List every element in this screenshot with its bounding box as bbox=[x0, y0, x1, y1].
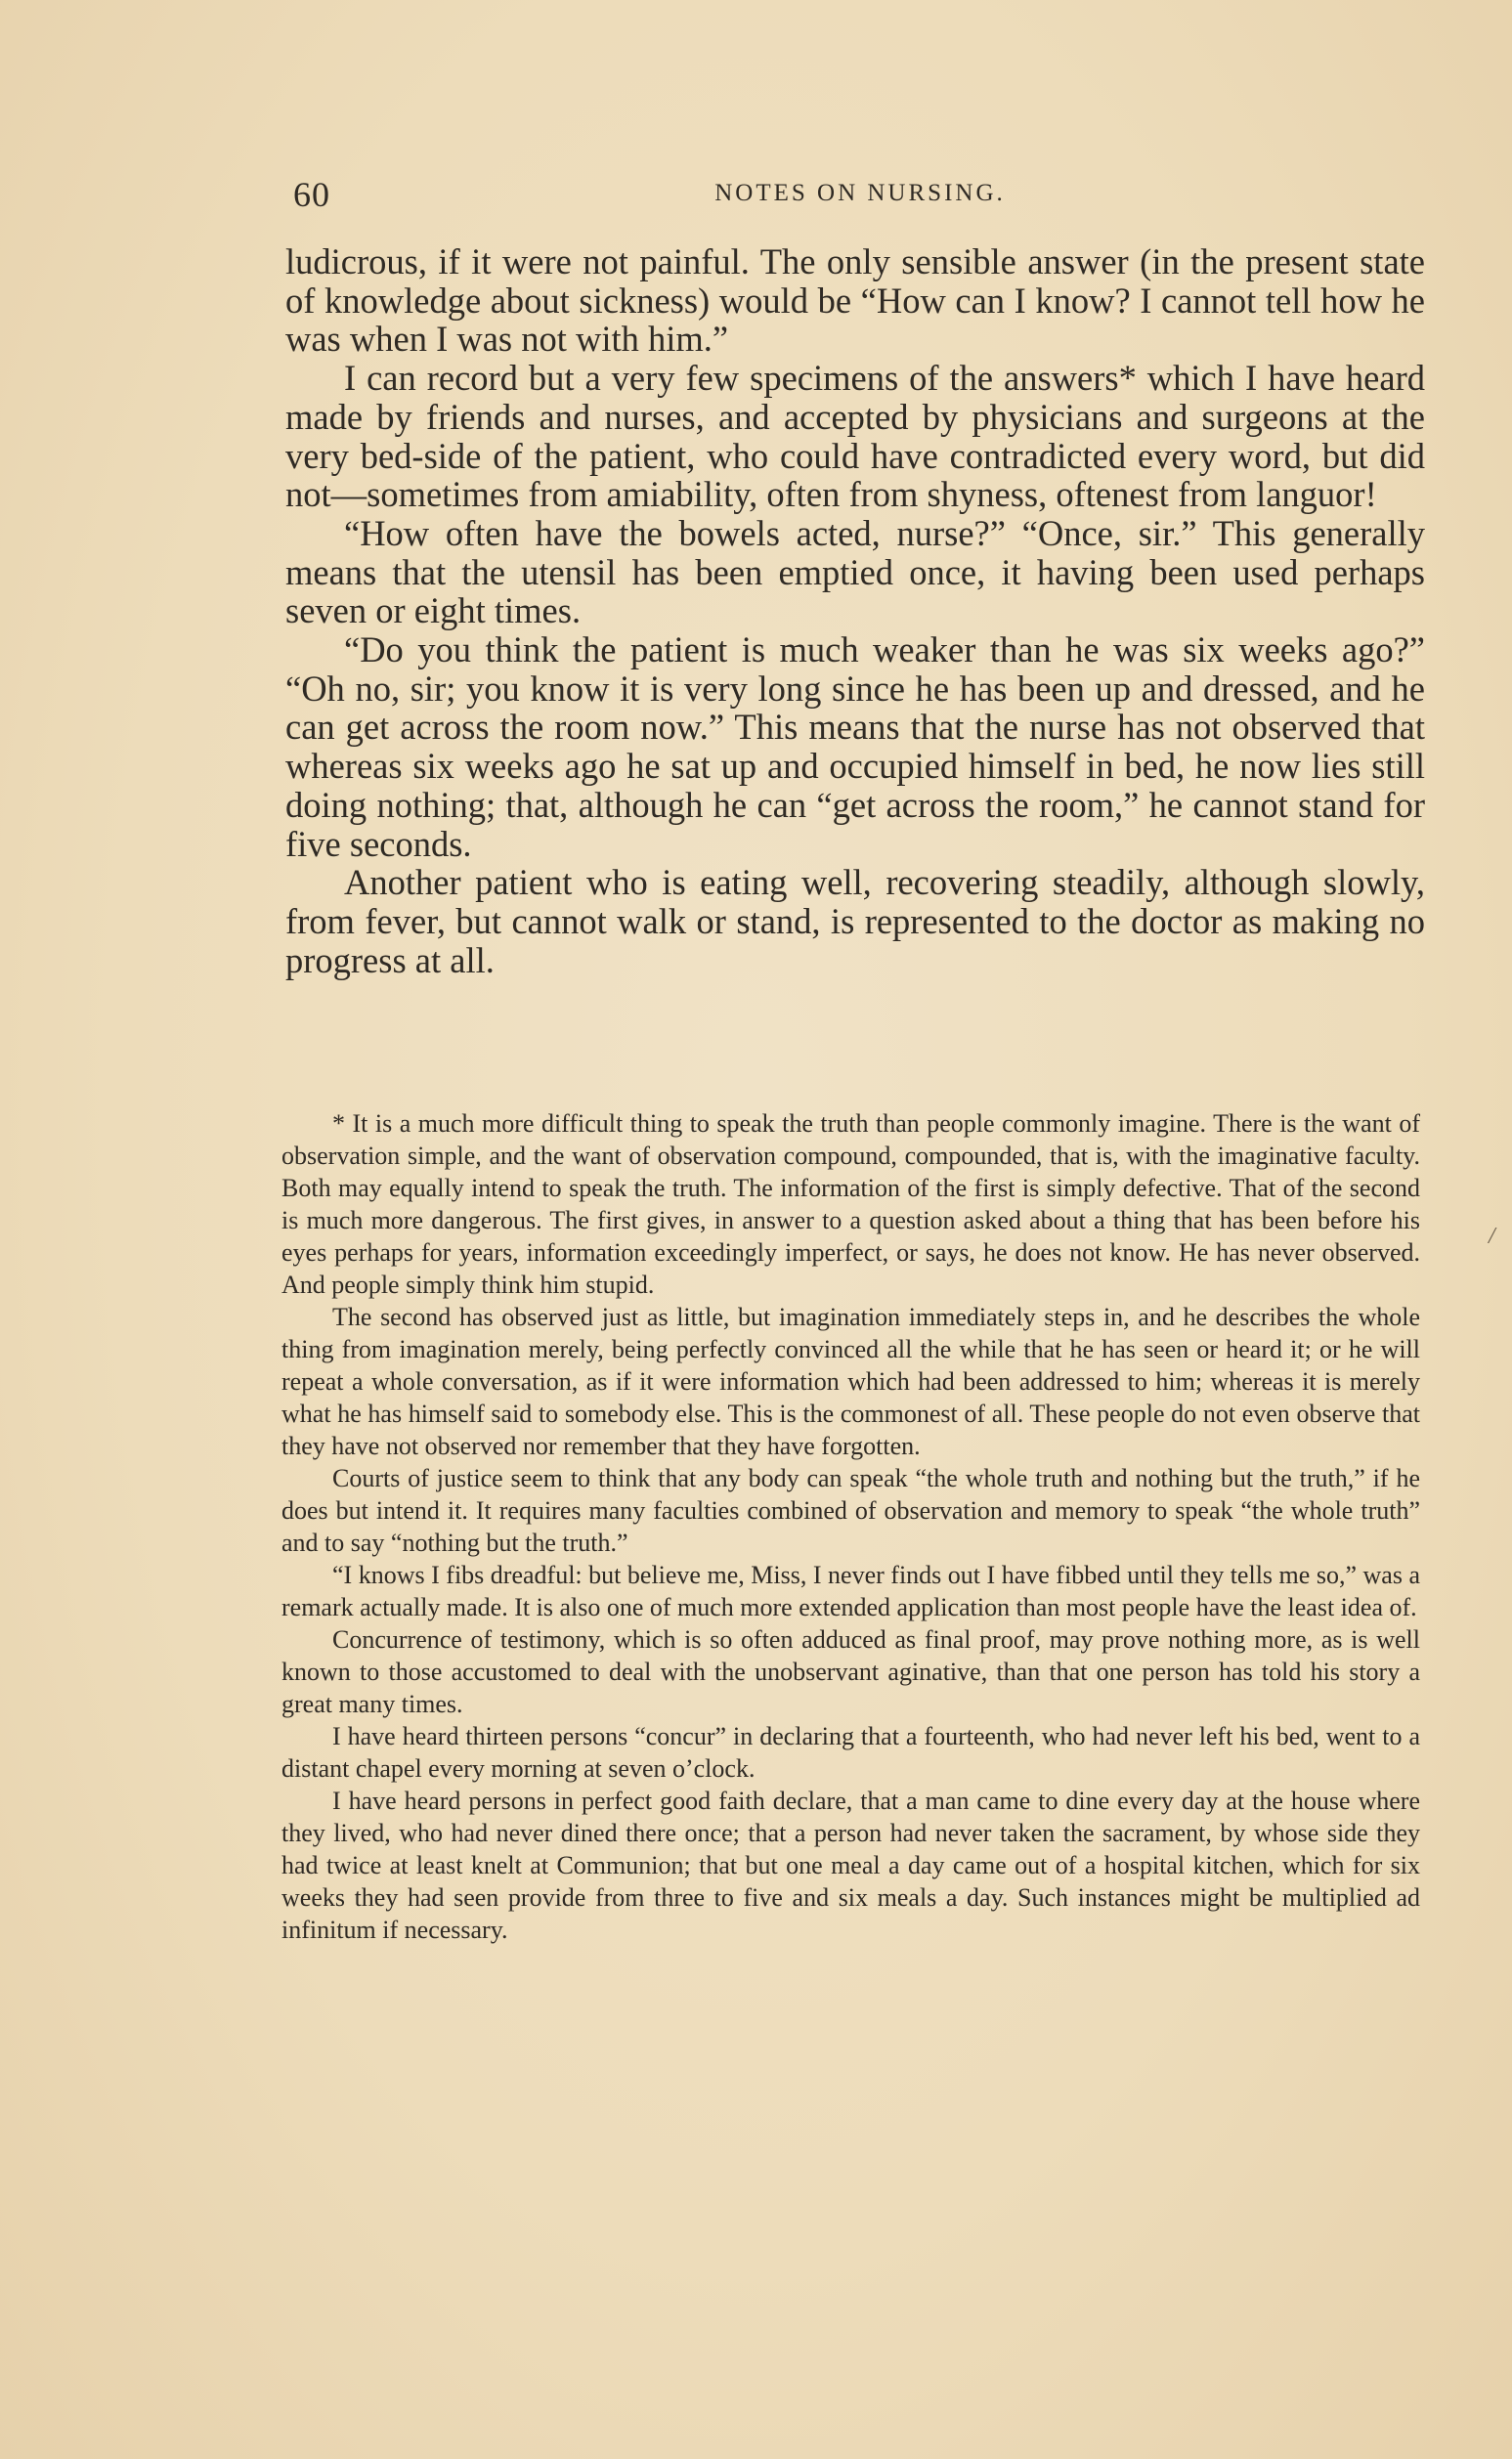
margin-pencil-mark: / bbox=[1489, 1224, 1495, 1249]
page-header bbox=[293, 174, 1427, 219]
paragraph: I can record but a very few specimens of the answers* which I have heard made by friends and nurses, and accepted by physicians and surgeons at the very bed-side of the patient, who could have contradicted every word, but did not—sometimes from amiability, often from shyness, oftenest from languor! bbox=[285, 358, 1425, 515]
paragraph: “Do you think the patient is much weaker than he was six weeks ago?” “Oh no, sir; you know it is very long since he has been up and dressed, and he can get across the room now.” This means that the nurse has not observed that whereas six weeks ago he sat up and occupied himself in bed, he now lies still doing nothing; that, although he can “get across the room,” he cannot stand for five seconds. bbox=[285, 629, 1425, 864]
main-text bbox=[285, 242, 1425, 979]
footnote-paragraph: * It is a much more difficult thing to speak the truth than people commonly imagine. There is the want of observation simple, and the want of observation compound, compounded, that is, with the imaginative faculty. Both may equally intend to speak the truth. The information of the first is simply defective. That of the second is much more dangerous. The first gives, in answer to a question asked about a thing that has been before his eyes perhaps for years, information exceedingly imperfect, or says, he does not know. He has never observed. And people simply think him stupid. bbox=[281, 1109, 1420, 1299]
page-number: 60 bbox=[293, 175, 330, 214]
paragraph: “How often have the bowels acted, nurse?” “Once, sir.” This generally means that the utensil has been emptied once, it having been used perhaps seven or eight times. bbox=[285, 512, 1425, 631]
footnote-paragraph: The second has observed just as little, but imagination immediately steps in, and he describes the whole thing from imagination merely, being perfectly convinced all the while that he has seen or heard it; or he will repeat a whole conversation, as if it were information which had been addressed to him; whereas it is merely what he has himself said to somebody else. This is the commonest of all. These people do not even observe that they have not observed nor remember that they have forgotten. bbox=[281, 1303, 1420, 1460]
running-head: NOTES ON NURSING. bbox=[714, 180, 1006, 206]
footnote-paragraph: Concurrence of testimony, which is so often adduced as final proof, may prove nothing more, as is well known to those accustomed to deal with the unobservant aginative, than that one person has told his story a great many times. bbox=[281, 1625, 1420, 1718]
footnote-paragraph: I have heard thirteen persons “concur” in declaring that a fourteenth, who had never left his bed, went to a distant chapel every morning at seven o’clock. bbox=[281, 1722, 1420, 1783]
footnote-paragraph: Courts of justice seem to think that any body can speak “the whole truth and nothing but the truth,” if he does but intend it. It requires many faculties combined of observation and memory to speak “the whole truth” and to say “nothing but the truth.” bbox=[281, 1464, 1420, 1557]
footnote bbox=[281, 1107, 1420, 1946]
footnote-paragraph: I have heard persons in perfect good faith declare, that a man came to dine every day at the house where they lived, who had never dined there once; that a person had never taken the sacrament, by whose side they had twice at least knelt at Communion; that but one meal a day came out of a hospital kitchen, which for six weeks they had seen provide from three to five and six meals a day. Such instances might be multiplied ad infinitum if necessary. bbox=[281, 1787, 1420, 1944]
paragraph: Another patient who is eating well, recovering steadily, although slowly, from fever, but cannot walk or stand, is represented to the doctor as making no progress at all. bbox=[285, 862, 1425, 980]
footnote-paragraph: “I knows I fibs dreadful: but believe me, Miss, I never finds out I have fibbed until they tells me so,” was a remark actually made. It is also one of much more extended application than most people have the least idea of. bbox=[281, 1561, 1420, 1621]
paragraph: ludicrous, if it were not painful. The only sensible answer (in the present state of knowledge about sickness) would be “How can I know? I cannot tell how he was when I was not with him.” bbox=[285, 241, 1425, 360]
